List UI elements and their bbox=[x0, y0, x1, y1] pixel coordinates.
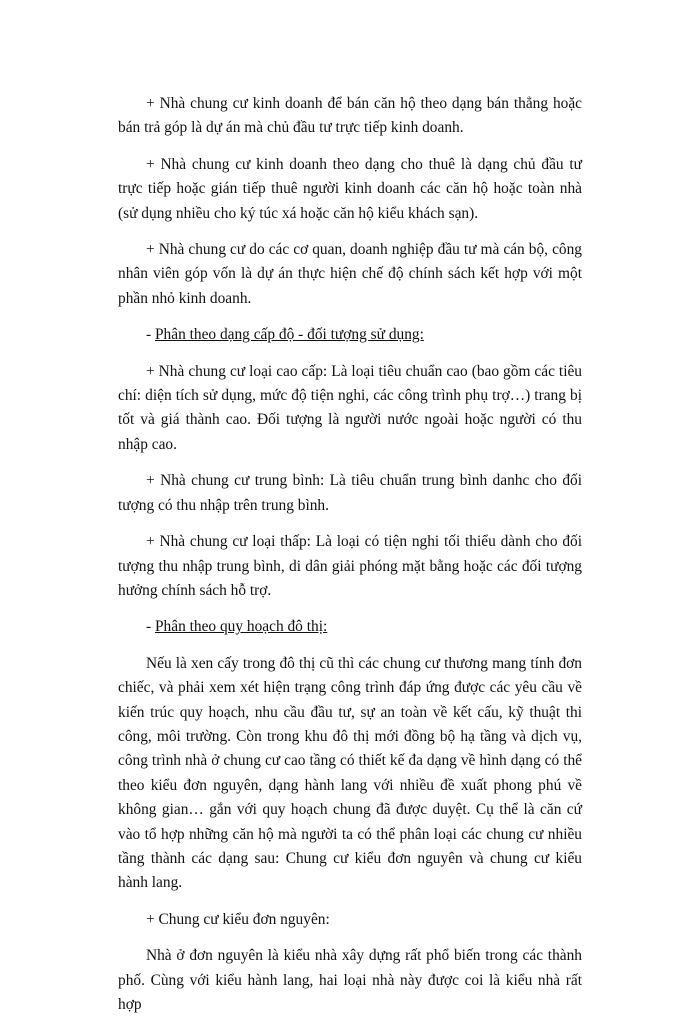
heading-prefix: - bbox=[146, 326, 155, 344]
heading-text: Phân theo quy hoạch đô thị: bbox=[154, 618, 328, 636]
heading-classification-by-level bbox=[118, 323, 582, 347]
paragraph-high-end-apartments: + Nhà chung cư loại cao cấp: Là loại tiêu chuẩn cao (bao gồm các tiêu chí: diện tích sử dụng, mức độ tiện nghi, các công trình phụ trợ…) trang bị tốt và giá thành cao. Đối tượng là người nước ngoài hoặc người có thu nhập cao. bbox=[118, 362, 582, 453]
paragraph-urban-planning: Nếu là xen cấy trong đô thị cũ thì các chung cư thương mang tính đơn chiếc, và phải xem xét hiện trạng công trình đáp ứng được các yêu cầu về kiến trúc quy hoạch, nhu cầu đầu tư, sự an toàn về kết cấu, kỹ thuật thi công, môi trường. Còn trong khu đô thị mới đồng bộ hạ tầng và dịch vụ, công trình nhà ở chung cư cao tầng có thiết kế đa dạng về hình dạng có thể theo kiểu đơn nguyên, dạng hành lang với nhiều đề xuất phong phú về không gian… gắn với quy hoạch chung đã được duyệt. Cụ thể là căn cứ vào tổ hợp những căn hộ mà người ta có thể phân loại các chung cư nhiều tầng thành các dạng sau: Chung cư kiểu đơn nguyên và chung cư kiểu hành lang. bbox=[118, 654, 582, 892]
heading-prefix: - bbox=[146, 618, 155, 636]
heading-classification-by-planning bbox=[118, 615, 582, 639]
paragraph-medium-apartments: + Nhà chung cư trung bình: Là tiêu chuẩn trung bình danhc cho đối tượng có thu nhập trên trung bình. bbox=[118, 472, 582, 514]
paragraph-unit-type-heading: + Chung cư kiểu đơn nguyên: bbox=[146, 910, 330, 928]
heading-text: Phân theo dạng cấp độ - đối tượng sử dụng: bbox=[154, 326, 424, 344]
paragraph-unit-type-description: Nhà ở đơn nguyên là kiểu nhà xây dựng rất phổ biến trong các thành phố. Cùng với kiểu hành lang, hai loại nhà này được coi là kiểu nhà rất hợp bbox=[118, 947, 582, 1013]
paragraph-sale-apartments: + Nhà chung cư kinh doanh để bán căn hộ theo dạng bán thẳng hoặc bán trả góp là dự án mà chủ đầu tư trực tiếp kinh doanh. bbox=[118, 95, 582, 137]
paragraph-rental-apartments: + Nhà chung cư kinh doanh theo dạng cho thuê là dạng chủ đầu tư trực tiếp hoặc gián tiếp thuê người kinh doanh các căn hộ hoặc toàn nhà (sử dụng nhiều cho ký túc xá hoặc căn hộ kiểu khách sạn). bbox=[118, 155, 582, 222]
paragraph-agency-apartments: + Nhà chung cư do các cơ quan, doanh nghiệp đầu tư mà cán bộ, công nhân viên góp vốn là dự án thực hiện chế độ chính sách kết hợp với một phần nhỏ kinh doanh. bbox=[118, 241, 582, 307]
paragraph-low-end-apartments: + Nhà chung cư loại thấp: Là loại có tiện nghi tối thiểu dành cho đối tượng thu nhập trung bình, di dân giải phóng mặt bằng hoặc các đối tượng hưởng chính sách hỗ trợ. bbox=[118, 533, 582, 599]
